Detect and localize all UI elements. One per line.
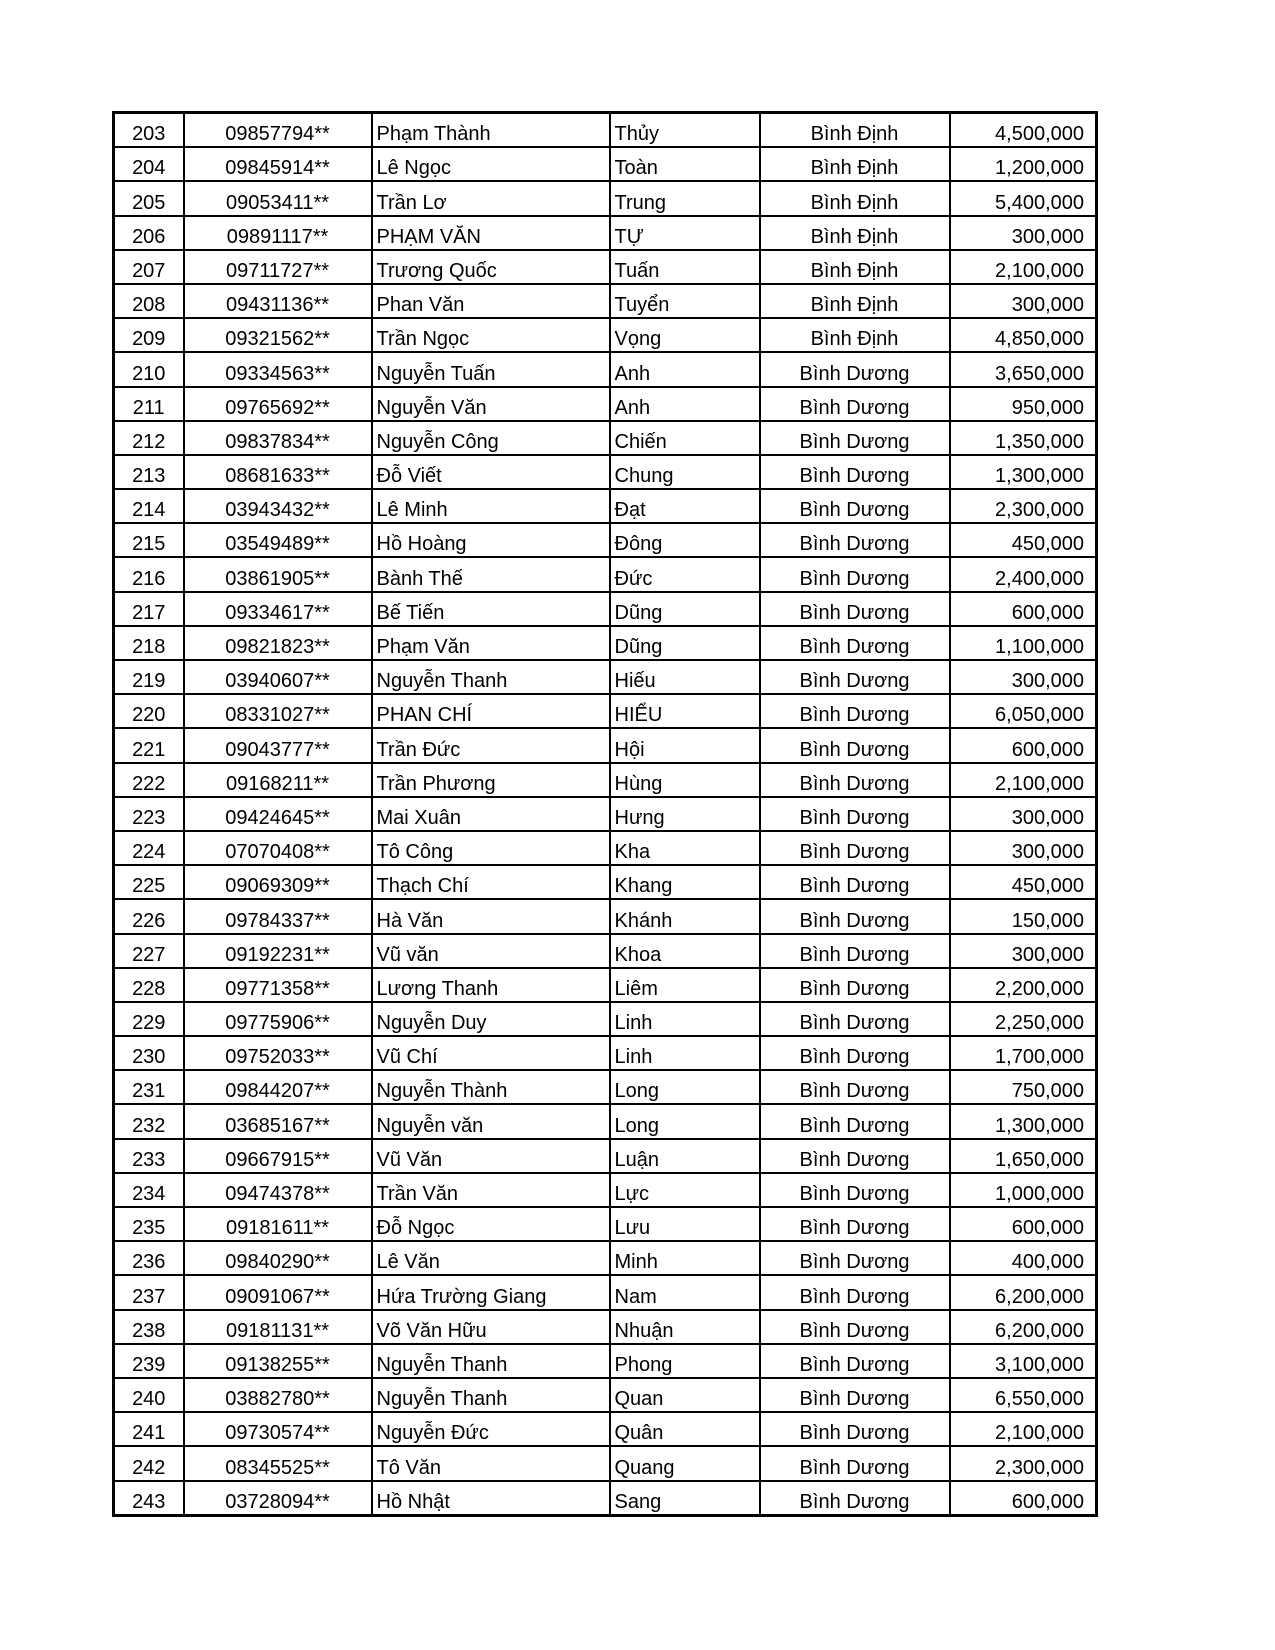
table-row <box>114 1275 1097 1309</box>
cell-stt: 213 <box>114 455 184 489</box>
cell-ho-ten-dem: Vũ Văn <box>372 1139 610 1173</box>
cell-tinh: Bình Dương <box>760 1036 950 1070</box>
cell-phone: 09043777** <box>184 728 372 762</box>
table-row <box>114 1378 1097 1412</box>
table-row <box>114 557 1097 591</box>
cell-ho-ten-dem: Đỗ Viết <box>372 455 610 489</box>
table-row <box>114 660 1097 694</box>
cell-stt: 206 <box>114 216 184 250</box>
cell-stt: 227 <box>114 934 184 968</box>
cell-stt: 215 <box>114 523 184 557</box>
cell-stt: 231 <box>114 1070 184 1104</box>
cell-stt: 218 <box>114 626 184 660</box>
cell-phone: 08331027** <box>184 694 372 728</box>
cell-ten: Dũng <box>610 626 760 660</box>
cell-phone: 09181131** <box>184 1310 372 1344</box>
cell-so-tien: 450,000 <box>950 523 1097 557</box>
cell-ho-ten-dem: Đỗ Ngọc <box>372 1207 610 1241</box>
table-row <box>114 250 1097 284</box>
cell-ten: Hiếu <box>610 660 760 694</box>
cell-ho-ten-dem: Nguyễn Tuấn <box>372 352 610 386</box>
cell-phone: 09091067** <box>184 1275 372 1309</box>
cell-tinh: Bình Dương <box>760 968 950 1002</box>
table-row <box>114 865 1097 899</box>
cell-ten: Long <box>610 1104 760 1138</box>
table-row <box>114 489 1097 523</box>
cell-tinh: Bình Dương <box>760 455 950 489</box>
cell-phone: 09181611** <box>184 1207 372 1241</box>
cell-so-tien: 400,000 <box>950 1241 1097 1275</box>
table-row <box>114 1173 1097 1207</box>
table-row <box>114 1070 1097 1104</box>
cell-ho-ten-dem: Trương Quốc <box>372 250 610 284</box>
cell-tinh: Bình Dương <box>760 899 950 933</box>
cell-ten: Quang <box>610 1446 760 1480</box>
cell-phone: 09730574** <box>184 1412 372 1446</box>
cell-ten: TỰ <box>610 216 760 250</box>
cell-tinh: Bình Định <box>760 216 950 250</box>
cell-phone: 03861905** <box>184 557 372 591</box>
cell-ho-ten-dem: Võ Văn Hữu <box>372 1310 610 1344</box>
cell-tinh: Bình Dương <box>760 831 950 865</box>
cell-ten: Hưng <box>610 797 760 831</box>
cell-ho-ten-dem: Nguyễn Thanh <box>372 1378 610 1412</box>
cell-stt: 235 <box>114 1207 184 1241</box>
cell-tinh: Bình Dương <box>760 763 950 797</box>
cell-so-tien: 1,350,000 <box>950 421 1097 455</box>
cell-tinh: Bình Dương <box>760 865 950 899</box>
cell-phone: 09765692** <box>184 387 372 421</box>
cell-ho-ten-dem: Nguyễn Đức <box>372 1412 610 1446</box>
cell-phone: 09334617** <box>184 592 372 626</box>
cell-ten: Nhuận <box>610 1310 760 1344</box>
cell-tinh: Bình Dương <box>760 1446 950 1480</box>
cell-so-tien: 2,100,000 <box>950 763 1097 797</box>
cell-ho-ten-dem: Lê Ngọc <box>372 147 610 181</box>
cell-phone: 09431136** <box>184 284 372 318</box>
cell-ho-ten-dem: Lương Thanh <box>372 968 610 1002</box>
cell-phone: 08681633** <box>184 455 372 489</box>
cell-ho-ten-dem: Tô Văn <box>372 1446 610 1480</box>
cell-so-tien: 600,000 <box>950 1207 1097 1241</box>
cell-phone: 09053411** <box>184 181 372 215</box>
cell-ten: Quan <box>610 1378 760 1412</box>
table-row <box>114 113 1097 148</box>
cell-stt: 205 <box>114 181 184 215</box>
cell-ten: Long <box>610 1070 760 1104</box>
cell-stt: 238 <box>114 1310 184 1344</box>
table-row <box>114 1412 1097 1446</box>
table-row <box>114 1481 1097 1516</box>
cell-stt: 208 <box>114 284 184 318</box>
cell-ten: Vọng <box>610 318 760 352</box>
cell-tinh: Bình Dương <box>760 1481 950 1516</box>
cell-tinh: Bình Dương <box>760 1412 950 1446</box>
cell-tinh: Bình Dương <box>760 1241 950 1275</box>
cell-tinh: Bình Dương <box>760 1207 950 1241</box>
cell-phone: 03549489** <box>184 523 372 557</box>
cell-ten: Chiến <box>610 421 760 455</box>
cell-ten: Minh <box>610 1241 760 1275</box>
cell-phone: 03728094** <box>184 1481 372 1516</box>
cell-stt: 204 <box>114 147 184 181</box>
cell-tinh: Bình Dương <box>760 626 950 660</box>
cell-tinh: Bình Dương <box>760 523 950 557</box>
cell-so-tien: 2,300,000 <box>950 1446 1097 1480</box>
cell-ho-ten-dem: Phạm Văn <box>372 626 610 660</box>
cell-ho-ten-dem: Nguyễn văn <box>372 1104 610 1138</box>
table-row <box>114 1104 1097 1138</box>
cell-ten: Dũng <box>610 592 760 626</box>
cell-tinh: Bình Dương <box>760 1275 950 1309</box>
cell-stt: 240 <box>114 1378 184 1412</box>
cell-so-tien: 1,200,000 <box>950 147 1097 181</box>
cell-so-tien: 150,000 <box>950 899 1097 933</box>
cell-tinh: Bình Dương <box>760 489 950 523</box>
cell-ten: Hùng <box>610 763 760 797</box>
cell-ten: Lực <box>610 1173 760 1207</box>
cell-tinh: Bình Định <box>760 113 950 148</box>
cell-so-tien: 4,500,000 <box>950 113 1097 148</box>
cell-tinh: Bình Dương <box>760 352 950 386</box>
cell-ho-ten-dem: Nguyễn Thanh <box>372 1344 610 1378</box>
cell-stt: 241 <box>114 1412 184 1446</box>
cell-so-tien: 600,000 <box>950 592 1097 626</box>
cell-stt: 236 <box>114 1241 184 1275</box>
cell-tinh: Bình Dương <box>760 934 950 968</box>
cell-phone: 09775906** <box>184 1002 372 1036</box>
cell-phone: 09844207** <box>184 1070 372 1104</box>
cell-phone: 08345525** <box>184 1446 372 1480</box>
table-row <box>114 1241 1097 1275</box>
cell-tinh: Bình Định <box>760 250 950 284</box>
cell-ten: Khang <box>610 865 760 899</box>
cell-tinh: Bình Dương <box>760 1139 950 1173</box>
cell-phone: 09192231** <box>184 934 372 968</box>
table-row <box>114 1036 1097 1070</box>
cell-so-tien: 3,650,000 <box>950 352 1097 386</box>
cell-ten: Quân <box>610 1412 760 1446</box>
cell-ten: Phong <box>610 1344 760 1378</box>
cell-ten: Nam <box>610 1275 760 1309</box>
table-row <box>114 1139 1097 1173</box>
cell-ho-ten-dem: Tô Công <box>372 831 610 865</box>
cell-ho-ten-dem: Trần Ngọc <box>372 318 610 352</box>
cell-ho-ten-dem: Vũ Chí <box>372 1036 610 1070</box>
table-row <box>114 728 1097 762</box>
cell-stt: 220 <box>114 694 184 728</box>
cell-so-tien: 6,050,000 <box>950 694 1097 728</box>
cell-so-tien: 3,100,000 <box>950 1344 1097 1378</box>
cell-tinh: Bình Dương <box>760 1310 950 1344</box>
cell-ten: Tuyển <box>610 284 760 318</box>
cell-so-tien: 6,550,000 <box>950 1378 1097 1412</box>
cell-ten: Thủy <box>610 113 760 148</box>
table-row <box>114 626 1097 660</box>
cell-stt: 217 <box>114 592 184 626</box>
cell-ho-ten-dem: Trần Văn <box>372 1173 610 1207</box>
cell-stt: 221 <box>114 728 184 762</box>
cell-ten: Luận <box>610 1139 760 1173</box>
cell-so-tien: 750,000 <box>950 1070 1097 1104</box>
cell-phone: 03940607** <box>184 660 372 694</box>
cell-stt: 210 <box>114 352 184 386</box>
cell-ten: Khánh <box>610 899 760 933</box>
cell-phone: 09840290** <box>184 1241 372 1275</box>
cell-stt: 212 <box>114 421 184 455</box>
cell-phone: 09845914** <box>184 147 372 181</box>
cell-ten: Linh <box>610 1002 760 1036</box>
cell-so-tien: 300,000 <box>950 934 1097 968</box>
cell-so-tien: 950,000 <box>950 387 1097 421</box>
cell-tinh: Bình Dương <box>760 728 950 762</box>
table-row <box>114 181 1097 215</box>
cell-so-tien: 600,000 <box>950 1481 1097 1516</box>
cell-stt: 230 <box>114 1036 184 1070</box>
cell-tinh: Bình Dương <box>760 1104 950 1138</box>
cell-so-tien: 1,300,000 <box>950 455 1097 489</box>
cell-ho-ten-dem: Nguyễn Duy <box>372 1002 610 1036</box>
table-row <box>114 1446 1097 1480</box>
cell-ho-ten-dem: Lê Minh <box>372 489 610 523</box>
cell-ten: Toàn <box>610 147 760 181</box>
cell-so-tien: 2,200,000 <box>950 968 1097 1002</box>
table-row <box>114 797 1097 831</box>
cell-stt: 229 <box>114 1002 184 1036</box>
table-row <box>114 934 1097 968</box>
cell-so-tien: 2,400,000 <box>950 557 1097 591</box>
cell-ten: Đạt <box>610 489 760 523</box>
cell-ho-ten-dem: Phan Văn <box>372 284 610 318</box>
cell-so-tien: 300,000 <box>950 216 1097 250</box>
cell-phone: 09711727** <box>184 250 372 284</box>
cell-ho-ten-dem: Phạm Thành <box>372 113 610 148</box>
cell-ten: Tuấn <box>610 250 760 284</box>
cell-phone: 09837834** <box>184 421 372 455</box>
table-row <box>114 1207 1097 1241</box>
table-row <box>114 147 1097 181</box>
cell-so-tien: 2,300,000 <box>950 489 1097 523</box>
cell-tinh: Bình Dương <box>760 1173 950 1207</box>
cell-ten: Chung <box>610 455 760 489</box>
table-row <box>114 763 1097 797</box>
cell-stt: 234 <box>114 1173 184 1207</box>
cell-phone: 09891117** <box>184 216 372 250</box>
cell-ho-ten-dem: Trần Lơ <box>372 181 610 215</box>
cell-stt: 223 <box>114 797 184 831</box>
cell-ho-ten-dem: Nguyễn Văn <box>372 387 610 421</box>
table-row <box>114 1344 1097 1378</box>
cell-phone: 03943432** <box>184 489 372 523</box>
cell-ho-ten-dem: Trần Đức <box>372 728 610 762</box>
table-row <box>114 694 1097 728</box>
cell-ho-ten-dem: Mai Xuân <box>372 797 610 831</box>
cell-ten: Lưu <box>610 1207 760 1241</box>
table-body <box>114 113 1097 1516</box>
cell-tinh: Bình Dương <box>760 1070 950 1104</box>
table-row <box>114 592 1097 626</box>
cell-stt: 243 <box>114 1481 184 1516</box>
table-row <box>114 1002 1097 1036</box>
cell-phone: 09667915** <box>184 1139 372 1173</box>
cell-phone: 09138255** <box>184 1344 372 1378</box>
cell-stt: 224 <box>114 831 184 865</box>
cell-so-tien: 300,000 <box>950 660 1097 694</box>
cell-stt: 207 <box>114 250 184 284</box>
cell-tinh: Bình Dương <box>760 592 950 626</box>
cell-so-tien: 1,650,000 <box>950 1139 1097 1173</box>
cell-ten: Sang <box>610 1481 760 1516</box>
cell-ho-ten-dem: Bành Thế <box>372 557 610 591</box>
table-row <box>114 831 1097 865</box>
cell-phone: 09752033** <box>184 1036 372 1070</box>
cell-ten: Đức <box>610 557 760 591</box>
cell-stt: 233 <box>114 1139 184 1173</box>
cell-ten: Anh <box>610 352 760 386</box>
cell-stt: 219 <box>114 660 184 694</box>
cell-tinh: Bình Định <box>760 181 950 215</box>
table-row <box>114 1310 1097 1344</box>
cell-so-tien: 1,000,000 <box>950 1173 1097 1207</box>
cell-phone: 09784337** <box>184 899 372 933</box>
cell-ho-ten-dem: Thạch Chí <box>372 865 610 899</box>
cell-so-tien: 6,200,000 <box>950 1310 1097 1344</box>
cell-so-tien: 2,250,000 <box>950 1002 1097 1036</box>
cell-ho-ten-dem: Vũ văn <box>372 934 610 968</box>
cell-phone: 07070408** <box>184 831 372 865</box>
cell-tinh: Bình Định <box>760 318 950 352</box>
cell-ho-ten-dem: Nguyễn Công <box>372 421 610 455</box>
table-row <box>114 318 1097 352</box>
cell-so-tien: 5,400,000 <box>950 181 1097 215</box>
cell-ten: Đông <box>610 523 760 557</box>
table-row <box>114 968 1097 1002</box>
cell-phone: 09168211** <box>184 763 372 797</box>
cell-ho-ten-dem: Trần Phương <box>372 763 610 797</box>
cell-ho-ten-dem: Nguyễn Thành <box>372 1070 610 1104</box>
cell-stt: 239 <box>114 1344 184 1378</box>
winners-table <box>112 111 1098 1517</box>
cell-phone: 09424645** <box>184 797 372 831</box>
cell-ten: Kha <box>610 831 760 865</box>
cell-ten: HIỂU <box>610 694 760 728</box>
cell-so-tien: 6,200,000 <box>950 1275 1097 1309</box>
table-row <box>114 216 1097 250</box>
cell-tinh: Bình Dương <box>760 1002 950 1036</box>
cell-tinh: Bình Dương <box>760 660 950 694</box>
cell-stt: 225 <box>114 865 184 899</box>
cell-so-tien: 600,000 <box>950 728 1097 762</box>
cell-ho-ten-dem: Bế Tiến <box>372 592 610 626</box>
cell-phone: 03882780** <box>184 1378 372 1412</box>
cell-phone: 09821823** <box>184 626 372 660</box>
cell-so-tien: 2,100,000 <box>950 250 1097 284</box>
cell-phone: 09069309** <box>184 865 372 899</box>
cell-stt: 209 <box>114 318 184 352</box>
cell-so-tien: 1,700,000 <box>950 1036 1097 1070</box>
cell-so-tien: 300,000 <box>950 797 1097 831</box>
table-row <box>114 421 1097 455</box>
cell-stt: 214 <box>114 489 184 523</box>
cell-tinh: Bình Định <box>760 147 950 181</box>
cell-tinh: Bình Dương <box>760 421 950 455</box>
table-row <box>114 284 1097 318</box>
cell-tinh: Bình Dương <box>760 557 950 591</box>
cell-ten: Khoa <box>610 934 760 968</box>
cell-ho-ten-dem: Hà Văn <box>372 899 610 933</box>
cell-ho-ten-dem: Lê Văn <box>372 1241 610 1275</box>
cell-ten: Hội <box>610 728 760 762</box>
table-row <box>114 387 1097 421</box>
cell-tinh: Bình Dương <box>760 1344 950 1378</box>
cell-tinh: Bình Dương <box>760 797 950 831</box>
cell-so-tien: 300,000 <box>950 284 1097 318</box>
cell-stt: 211 <box>114 387 184 421</box>
cell-ho-ten-dem: Hồ Hoàng <box>372 523 610 557</box>
cell-ten: Linh <box>610 1036 760 1070</box>
cell-ho-ten-dem: PHẠM VĂN <box>372 216 610 250</box>
cell-stt: 216 <box>114 557 184 591</box>
cell-stt: 232 <box>114 1104 184 1138</box>
cell-ten: Liêm <box>610 968 760 1002</box>
cell-phone: 09474378** <box>184 1173 372 1207</box>
cell-so-tien: 450,000 <box>950 865 1097 899</box>
cell-so-tien: 2,100,000 <box>950 1412 1097 1446</box>
cell-stt: 242 <box>114 1446 184 1480</box>
cell-ho-ten-dem: Hứa Trường Giang <box>372 1275 610 1309</box>
cell-ten: Trung <box>610 181 760 215</box>
cell-phone: 09321562** <box>184 318 372 352</box>
cell-ho-ten-dem: PHAN CHÍ <box>372 694 610 728</box>
cell-stt: 237 <box>114 1275 184 1309</box>
cell-ho-ten-dem: Hồ Nhật <box>372 1481 610 1516</box>
cell-phone: 09857794** <box>184 113 372 148</box>
cell-stt: 203 <box>114 113 184 148</box>
table-row <box>114 352 1097 386</box>
cell-phone: 09771358** <box>184 968 372 1002</box>
cell-ten: Anh <box>610 387 760 421</box>
cell-tinh: Bình Dương <box>760 694 950 728</box>
table-row <box>114 455 1097 489</box>
cell-ho-ten-dem: Nguyễn Thanh <box>372 660 610 694</box>
cell-so-tien: 1,100,000 <box>950 626 1097 660</box>
cell-phone: 03685167** <box>184 1104 372 1138</box>
cell-stt: 226 <box>114 899 184 933</box>
cell-tinh: Bình Định <box>760 284 950 318</box>
cell-so-tien: 4,850,000 <box>950 318 1097 352</box>
cell-tinh: Bình Dương <box>760 1378 950 1412</box>
table-row <box>114 899 1097 933</box>
cell-so-tien: 1,300,000 <box>950 1104 1097 1138</box>
table-row <box>114 523 1097 557</box>
cell-stt: 222 <box>114 763 184 797</box>
cell-stt: 228 <box>114 968 184 1002</box>
cell-tinh: Bình Dương <box>760 387 950 421</box>
cell-phone: 09334563** <box>184 352 372 386</box>
cell-so-tien: 300,000 <box>950 831 1097 865</box>
